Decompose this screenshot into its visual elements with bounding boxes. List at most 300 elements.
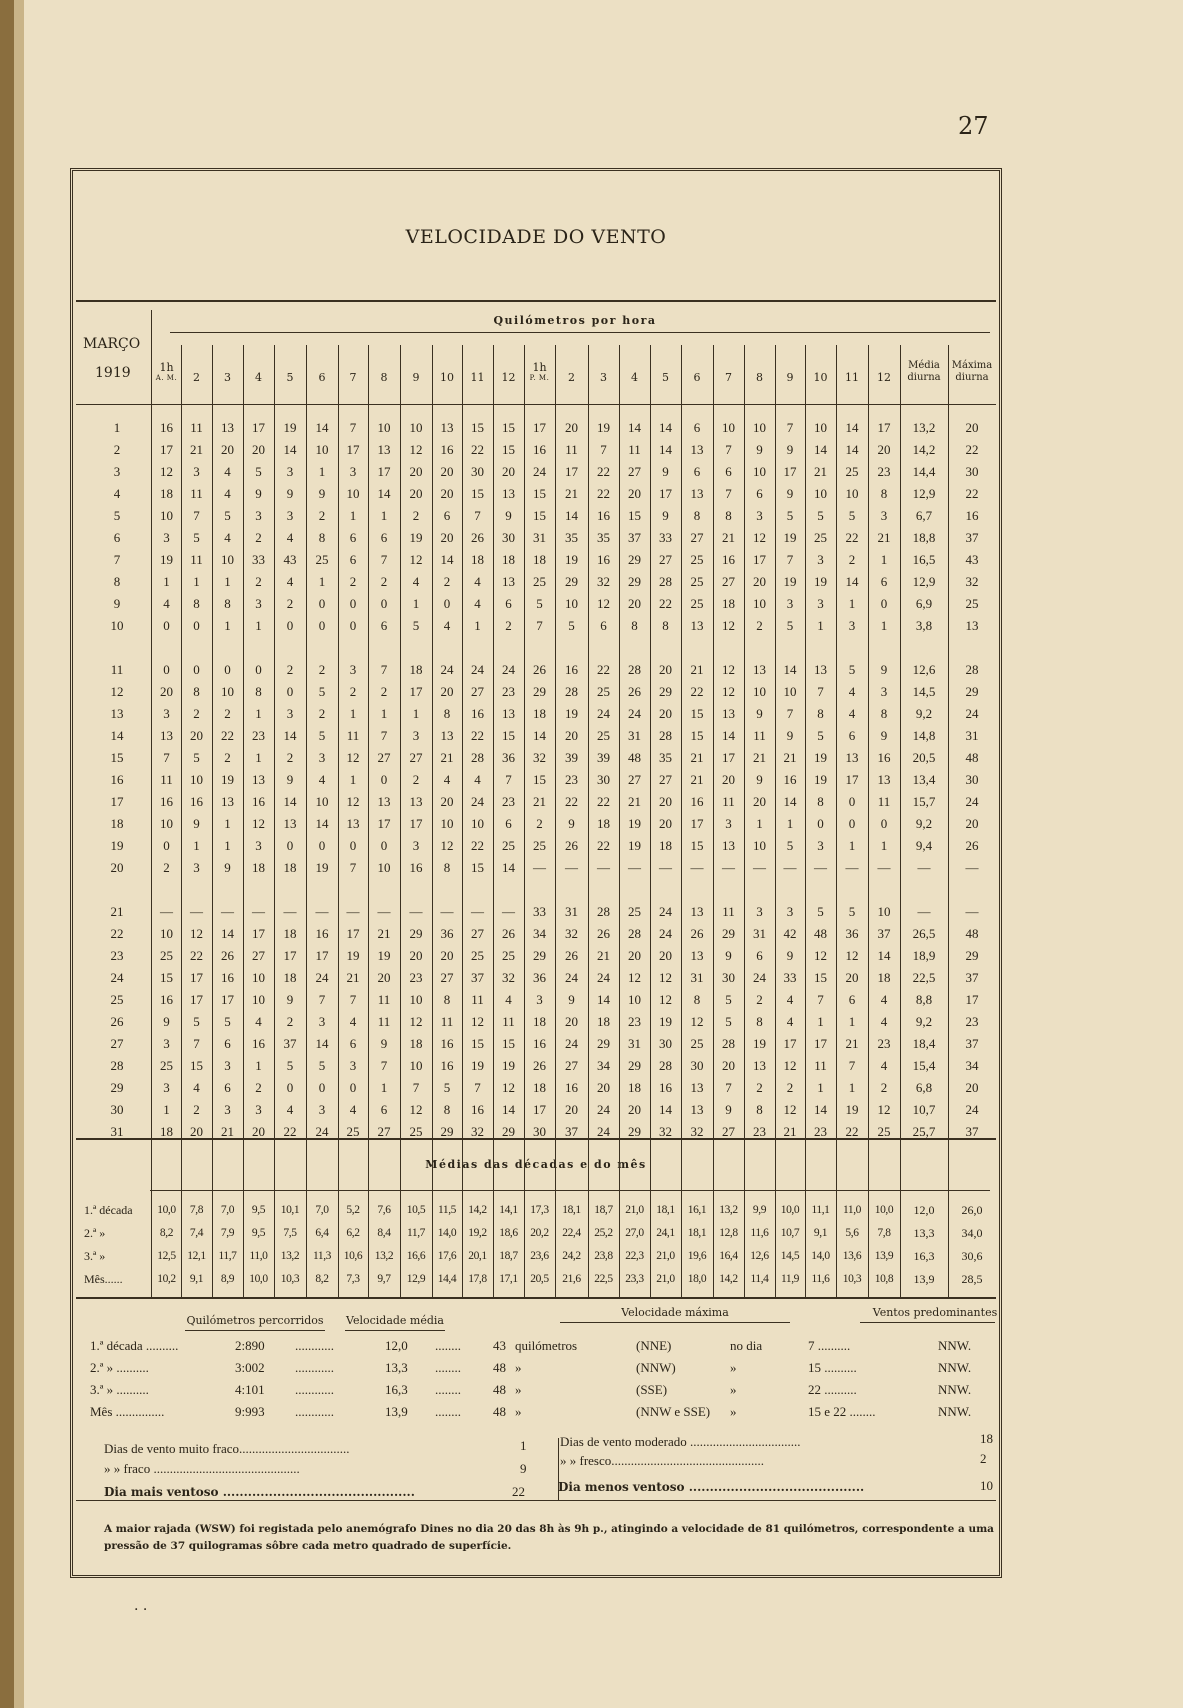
decade-row [80,1244,1000,1268]
hour-value: 5 [848,904,856,919]
hour-value: 32 [471,1124,484,1139]
decade-value: 8,2 [315,1273,329,1285]
media-diurna-value: 25,7 [912,1124,936,1139]
hour-value: 1 [880,552,888,567]
hour-value: 26 [221,948,234,963]
hour-value: 0 [318,618,326,633]
hour-value: 13 [409,794,423,809]
day-number: 6 [113,530,121,545]
hour-value: 36 [533,970,546,985]
maxima-diurna-value: 32 [965,574,979,589]
hour-value: 18 [597,1014,610,1029]
hour-value: 11 [190,486,203,501]
hour-value: 29 [440,1124,454,1139]
hour-value: 16 [315,926,329,941]
hour-value: 0 [318,838,326,853]
hour-value: 10 [814,486,827,501]
hour-header-cell [306,372,338,383]
hour-value: 7 [474,1080,481,1095]
decade-media-value: 13,3 [913,1226,935,1240]
maxima-diurna-value: 16 [965,508,979,523]
day-number: 11 [110,662,124,677]
hour-value: 28 [722,1036,735,1051]
hour-value: 6 [693,420,701,435]
hour-value: 10 [160,508,173,523]
hour-value: 21 [346,970,360,985]
hour-value: 11 [502,1014,515,1029]
day-row [80,593,1000,615]
hour-value: 5 [286,1058,294,1073]
hour-value: 2 [318,508,326,523]
hour-value: 15 [160,970,173,985]
hour-value: 1 [380,706,388,721]
hour-value: 23 [565,772,578,787]
hour-value: 11 [440,1014,454,1029]
hour-value: 20 [221,442,234,457]
hour-value: — [597,860,610,875]
hour-value: — [690,860,704,875]
hour-value: 4 [474,574,481,589]
hour-value: 27 [252,948,265,963]
summary-dots1: ............ [295,1360,334,1375]
maxima-diurna-value: 37 [965,530,979,545]
hour-value: 13 [377,442,391,457]
hour-value: 14 [283,442,297,457]
hour-value: 17 [533,1102,546,1117]
hour-value: 20 [190,728,203,743]
decade-value: 17,8 [468,1273,487,1285]
hour-value: 5 [412,618,420,633]
day-number: 24 [110,970,124,985]
decade-value: 11,0 [249,1250,268,1262]
decade-value: 13,9 [874,1250,894,1262]
hour-value: 12 [346,794,360,809]
hour-number: 5 [286,371,294,384]
day-number: 7 [113,552,121,567]
km-header: Quilómetros percorridos [186,1314,324,1327]
summary-dots2: ........ [435,1404,461,1419]
summary-row [90,1357,990,1379]
hour-value: 9 [786,728,794,743]
hour-value: 7 [786,706,794,721]
decade-value: 9,9 [752,1204,767,1216]
hour-header-cell [868,372,900,383]
hour-value: 3 [224,1102,231,1117]
hour-value: 10 [190,772,203,787]
hour-value: 20 [628,1102,641,1117]
hour-value: 11 [190,552,203,567]
hour-value: 7 [725,486,732,501]
hour-value: 32 [597,574,610,589]
hour-value: 35 [565,530,578,545]
hour-value: 10 [221,552,234,567]
hour-value: 8 [443,992,451,1007]
hour-value: — [377,904,391,919]
hour-header-cell [836,372,868,383]
hour-value: 1 [224,816,231,831]
summary-label: Mês ............... [90,1404,165,1419]
decade-value: 17,1 [499,1273,518,1285]
hour-value: 1 [848,1080,856,1095]
hour-column-rule [212,345,213,1298]
hour-value: 25 [502,948,515,963]
hour-value: 19 [814,574,827,589]
hour-value: 3 [756,508,763,523]
hour-value: 20 [628,596,641,611]
hour-value: 21 [783,1124,797,1139]
hour-value: 1 [318,464,326,479]
summary-vento: NNW. [938,1360,972,1375]
decade-media-value: 13,9 [913,1272,935,1286]
hour-value: 4 [848,684,856,699]
hour-value: 5 [224,1014,231,1029]
media-diurna-value: 14,5 [912,684,936,699]
hour-value: 8 [443,860,451,875]
hour-value: 8 [693,508,701,523]
hour-value: 19 [283,420,297,435]
maxima-diurna-header: Máxima diurna [951,360,993,383]
hour-value: — [471,904,484,919]
hour-header-cell [368,372,400,383]
bottom-dots: . . [134,1598,148,1614]
decade-value: 10,1 [280,1204,300,1216]
hour-value: 4 [224,486,231,501]
maxima-diurna-value: 48 [965,926,979,941]
hour-value: 20 [440,684,454,699]
decade-value: 10,2 [157,1273,176,1285]
decade-value: 24,1 [656,1227,675,1239]
hour-value: 12 [502,1080,515,1095]
maxima-diurna-value: 24 [965,794,979,809]
hour-value: 24 [533,464,546,479]
day-row [80,1055,1000,1077]
hour-value: 1 [224,618,231,633]
maxima-diurna-value: 30 [965,772,979,787]
hour-value: — [877,860,891,875]
maxima-diurna-value: — [965,904,979,919]
hour-value: — [783,860,797,875]
hour-value: 19 [814,750,827,765]
hour-value: 16 [471,706,484,721]
hour-period: A. M. [155,374,178,382]
hour-value: 4 [880,992,888,1007]
maxima-diurna-value: 48 [965,750,979,765]
hour-value: 30 [659,1036,672,1051]
hour-value: 27 [722,1124,735,1139]
hour-value: — [346,904,360,919]
hour-value: 3 [286,464,294,479]
summary-dia: 7 .......... [808,1338,851,1353]
media-diurna-value: — [917,904,931,919]
max-header-rule [560,1322,790,1323]
hour-value: 4 [880,1058,888,1073]
hour-value: 16 [471,1102,484,1117]
hour-value: 18 [471,552,484,567]
day-number: 19 [110,838,124,853]
hour-value: 31 [628,728,641,743]
decade-value: 16,1 [687,1204,707,1216]
hour-value: 3 [412,728,420,743]
hour-value: 15 [502,420,515,435]
decade-value: 6,4 [315,1227,329,1239]
hour-value: 29 [533,948,546,963]
hour-value: 31 [533,530,546,545]
hour-value: 3 [163,706,170,721]
hour-value: 10 [753,596,766,611]
hour-value: 20 [845,970,859,985]
hour-value: 18 [502,552,515,567]
decade-value: 7,9 [220,1227,235,1239]
hour-value: 2 [380,574,388,589]
decade-value: 11,7 [218,1250,237,1262]
hour-value: 17 [346,442,360,457]
hour-value: 27 [471,926,484,941]
summary-dia: 22 .......... [808,1382,857,1397]
summary-unit: quilómetros [515,1338,578,1353]
hour-value: 20 [597,1080,610,1095]
hour-column-rule [744,345,745,1298]
hour-value: 6 [848,992,856,1007]
hour-value: 23 [502,684,515,699]
hour-value: 31 [753,926,766,941]
hour-value: 18 [597,816,610,831]
hour-value: 3 [224,1058,231,1073]
hour-value: 6 [693,464,701,479]
hour-value: 12 [690,1014,704,1029]
decade-value: 11,5 [437,1204,457,1216]
hour-value: 29 [409,926,423,941]
hour-value: 26 [565,948,578,963]
hour-value: 3 [318,1014,326,1029]
hour-value: 8 [693,992,701,1007]
decade-value: 7,0 [220,1204,235,1216]
decade-value: 7,8 [877,1227,891,1239]
hour-value: 33 [252,552,265,567]
summary-dir: (NNW e SSE) [636,1404,711,1419]
hour-value: 21 [533,794,546,809]
summary-dir: (NNW) [636,1360,676,1375]
day-row [80,659,1000,681]
hour-value: 3 [163,1080,170,1095]
hour-value: 3 [255,508,262,523]
vel-max-header: Velocidade máxima [621,1306,729,1319]
hour-column-rule [836,345,837,1298]
decade-value: 10,0 [249,1273,268,1285]
hour-value: 20 [409,486,423,501]
hour-value: 3 [318,750,326,765]
hour-value: 22 [471,728,484,743]
hour-value: 5 [725,1014,732,1029]
hour-value: 36 [845,926,859,941]
day-number: 20 [110,860,124,875]
fraco-label: » » fraco ............................................. [104,1461,300,1476]
hour-value: 19 [753,1036,766,1051]
hour-value: 7 [786,552,794,567]
hour-value: 22 [597,838,610,853]
hour-number: 4 [255,371,262,384]
summary-no: » [730,1382,737,1397]
hour-value: 5 [848,508,856,523]
hour-value: 3 [163,530,170,545]
hour-value: 1 [193,574,200,589]
hour-value: 13 [845,750,859,765]
hour-value: 12 [440,838,454,853]
hour-value: 24 [597,1124,610,1139]
hour-value: 4 [880,1014,888,1029]
hour-value: 9 [756,772,763,787]
hour-column-rule [868,345,869,1298]
decade-value: 14,0 [811,1250,830,1262]
hour-value: 28 [659,728,672,743]
hour-value: 19 [565,706,578,721]
summary-no: » [730,1404,737,1419]
hour-value: 17 [160,442,173,457]
hour-value: 10 [471,816,484,831]
hour-value: 14 [440,552,454,567]
hour-value: 2 [380,684,388,699]
hour-header-cell [744,372,775,383]
hour-value: 22 [845,530,859,545]
decade-value: 5,2 [346,1204,360,1216]
day-row [80,769,1000,791]
decade-value: 12,8 [719,1227,738,1239]
hour-value: 9 [662,464,669,479]
hour-value: 15 [471,486,484,501]
hour-value: 7 [600,442,607,457]
decade-value: 10,6 [343,1250,363,1262]
fraco-value: 9 [520,1461,527,1476]
hour-value: 23 [877,1036,891,1051]
hour-value: 18 [252,860,265,875]
hour-value: 25 [690,1036,704,1051]
hour-value: 16 [597,552,610,567]
hour-header-cell [400,372,432,383]
media-diurna-value: 9,4 [915,838,933,853]
hour-value: 23 [409,970,423,985]
hour-value: — [753,860,766,875]
day-row [80,461,1000,483]
hour-value: 25 [533,574,546,589]
hour-value: 7 [163,750,170,765]
hour-value: 19 [565,552,578,567]
hour-column-rule [650,345,651,1298]
day-row [80,835,1000,857]
hour-value: 14 [597,992,610,1007]
media-diurna-value: 14,4 [912,464,936,479]
decade-value: 9,7 [377,1273,391,1285]
media-diurna-value: 10,7 [912,1102,936,1117]
hour-value: 19 [628,816,641,831]
hour-number: 11 [470,371,485,384]
hour-value: 9 [193,816,200,831]
hour-value: 6 [756,948,763,963]
hour-value: 15 [690,706,704,721]
hour-value: 24 [315,970,329,985]
hour-value: 9 [880,662,888,677]
hour-value: — [409,904,423,919]
hour-value: 14 [377,486,391,501]
decade-value: 7,5 [283,1227,297,1239]
day-number: 13 [110,706,124,721]
page-number: 27 [958,112,989,140]
decade-value: 7,8 [189,1204,204,1216]
hour-value: 21 [690,772,704,787]
summary-dir: (SSE) [636,1382,668,1397]
hour-value: 37 [877,926,891,941]
hour-header-cell [588,372,619,383]
hour-value: 18 [533,552,546,567]
hour-value: 16 [597,508,610,523]
hour-value: 26 [597,926,610,941]
hour-value: 13 [221,420,234,435]
hour-value: 25 [628,904,641,919]
hour-value: 36 [440,926,454,941]
hour-value: 21 [690,662,704,677]
hour-value: 21 [722,530,735,545]
hour-header-cell [338,372,368,383]
decade-value: 14,5 [780,1250,800,1262]
hour-value: 2 [255,530,262,545]
hour-value: 30 [533,1124,546,1139]
hour-value: 37 [628,530,641,545]
hour-number: 12 [501,371,516,384]
decade-row [80,1221,1000,1245]
hour-value: 9 [380,1036,388,1051]
hour-value: 12 [409,552,423,567]
hour-value: 7 [786,420,794,435]
hour-value: 16 [440,1036,454,1051]
hour-value: 9 [725,948,732,963]
decade-value: 14,2 [468,1204,487,1216]
day-number: 14 [110,728,124,743]
decade-value: 10,0 [157,1204,176,1216]
hour-value: 20 [409,948,423,963]
hour-value: 33 [659,530,672,545]
hour-value: 10 [753,838,766,853]
day-number: 12 [110,684,124,699]
hour-value: 26 [533,662,546,677]
decade-value: 10,3 [842,1273,862,1285]
hour-value: 7 [817,684,824,699]
hour-value: 2 [286,750,294,765]
hour-value: 16 [533,1036,546,1051]
decade-label: 1.ª década [84,1203,133,1217]
hour-number: 6 [693,371,701,384]
decade-value: 11,4 [750,1273,769,1285]
hour-value: 27 [565,1058,578,1073]
decade-value: 22,3 [625,1250,644,1262]
hour-value: 9 [286,486,294,501]
hour-value: 0 [318,596,326,611]
hour-value: 18 [409,662,423,677]
hour-value: 16 [190,794,203,809]
hour-value: — [283,904,297,919]
decade-value: 11,3 [312,1250,332,1262]
day-number: 5 [113,508,121,523]
hour-value: 2 [224,706,231,721]
summary-row [90,1379,990,1401]
hour-value: 48 [628,750,641,765]
decade-value: 10,7 [780,1227,800,1239]
hour-column-rule [368,345,369,1298]
hour-value: 5 [255,464,262,479]
hour-value: 14 [221,926,234,941]
hour-value: 7 [349,420,357,435]
hour-value: 15 [690,838,704,853]
hour-value: 20 [659,706,672,721]
hour-column-rule [400,345,401,1298]
hour-value: 3 [536,992,543,1007]
